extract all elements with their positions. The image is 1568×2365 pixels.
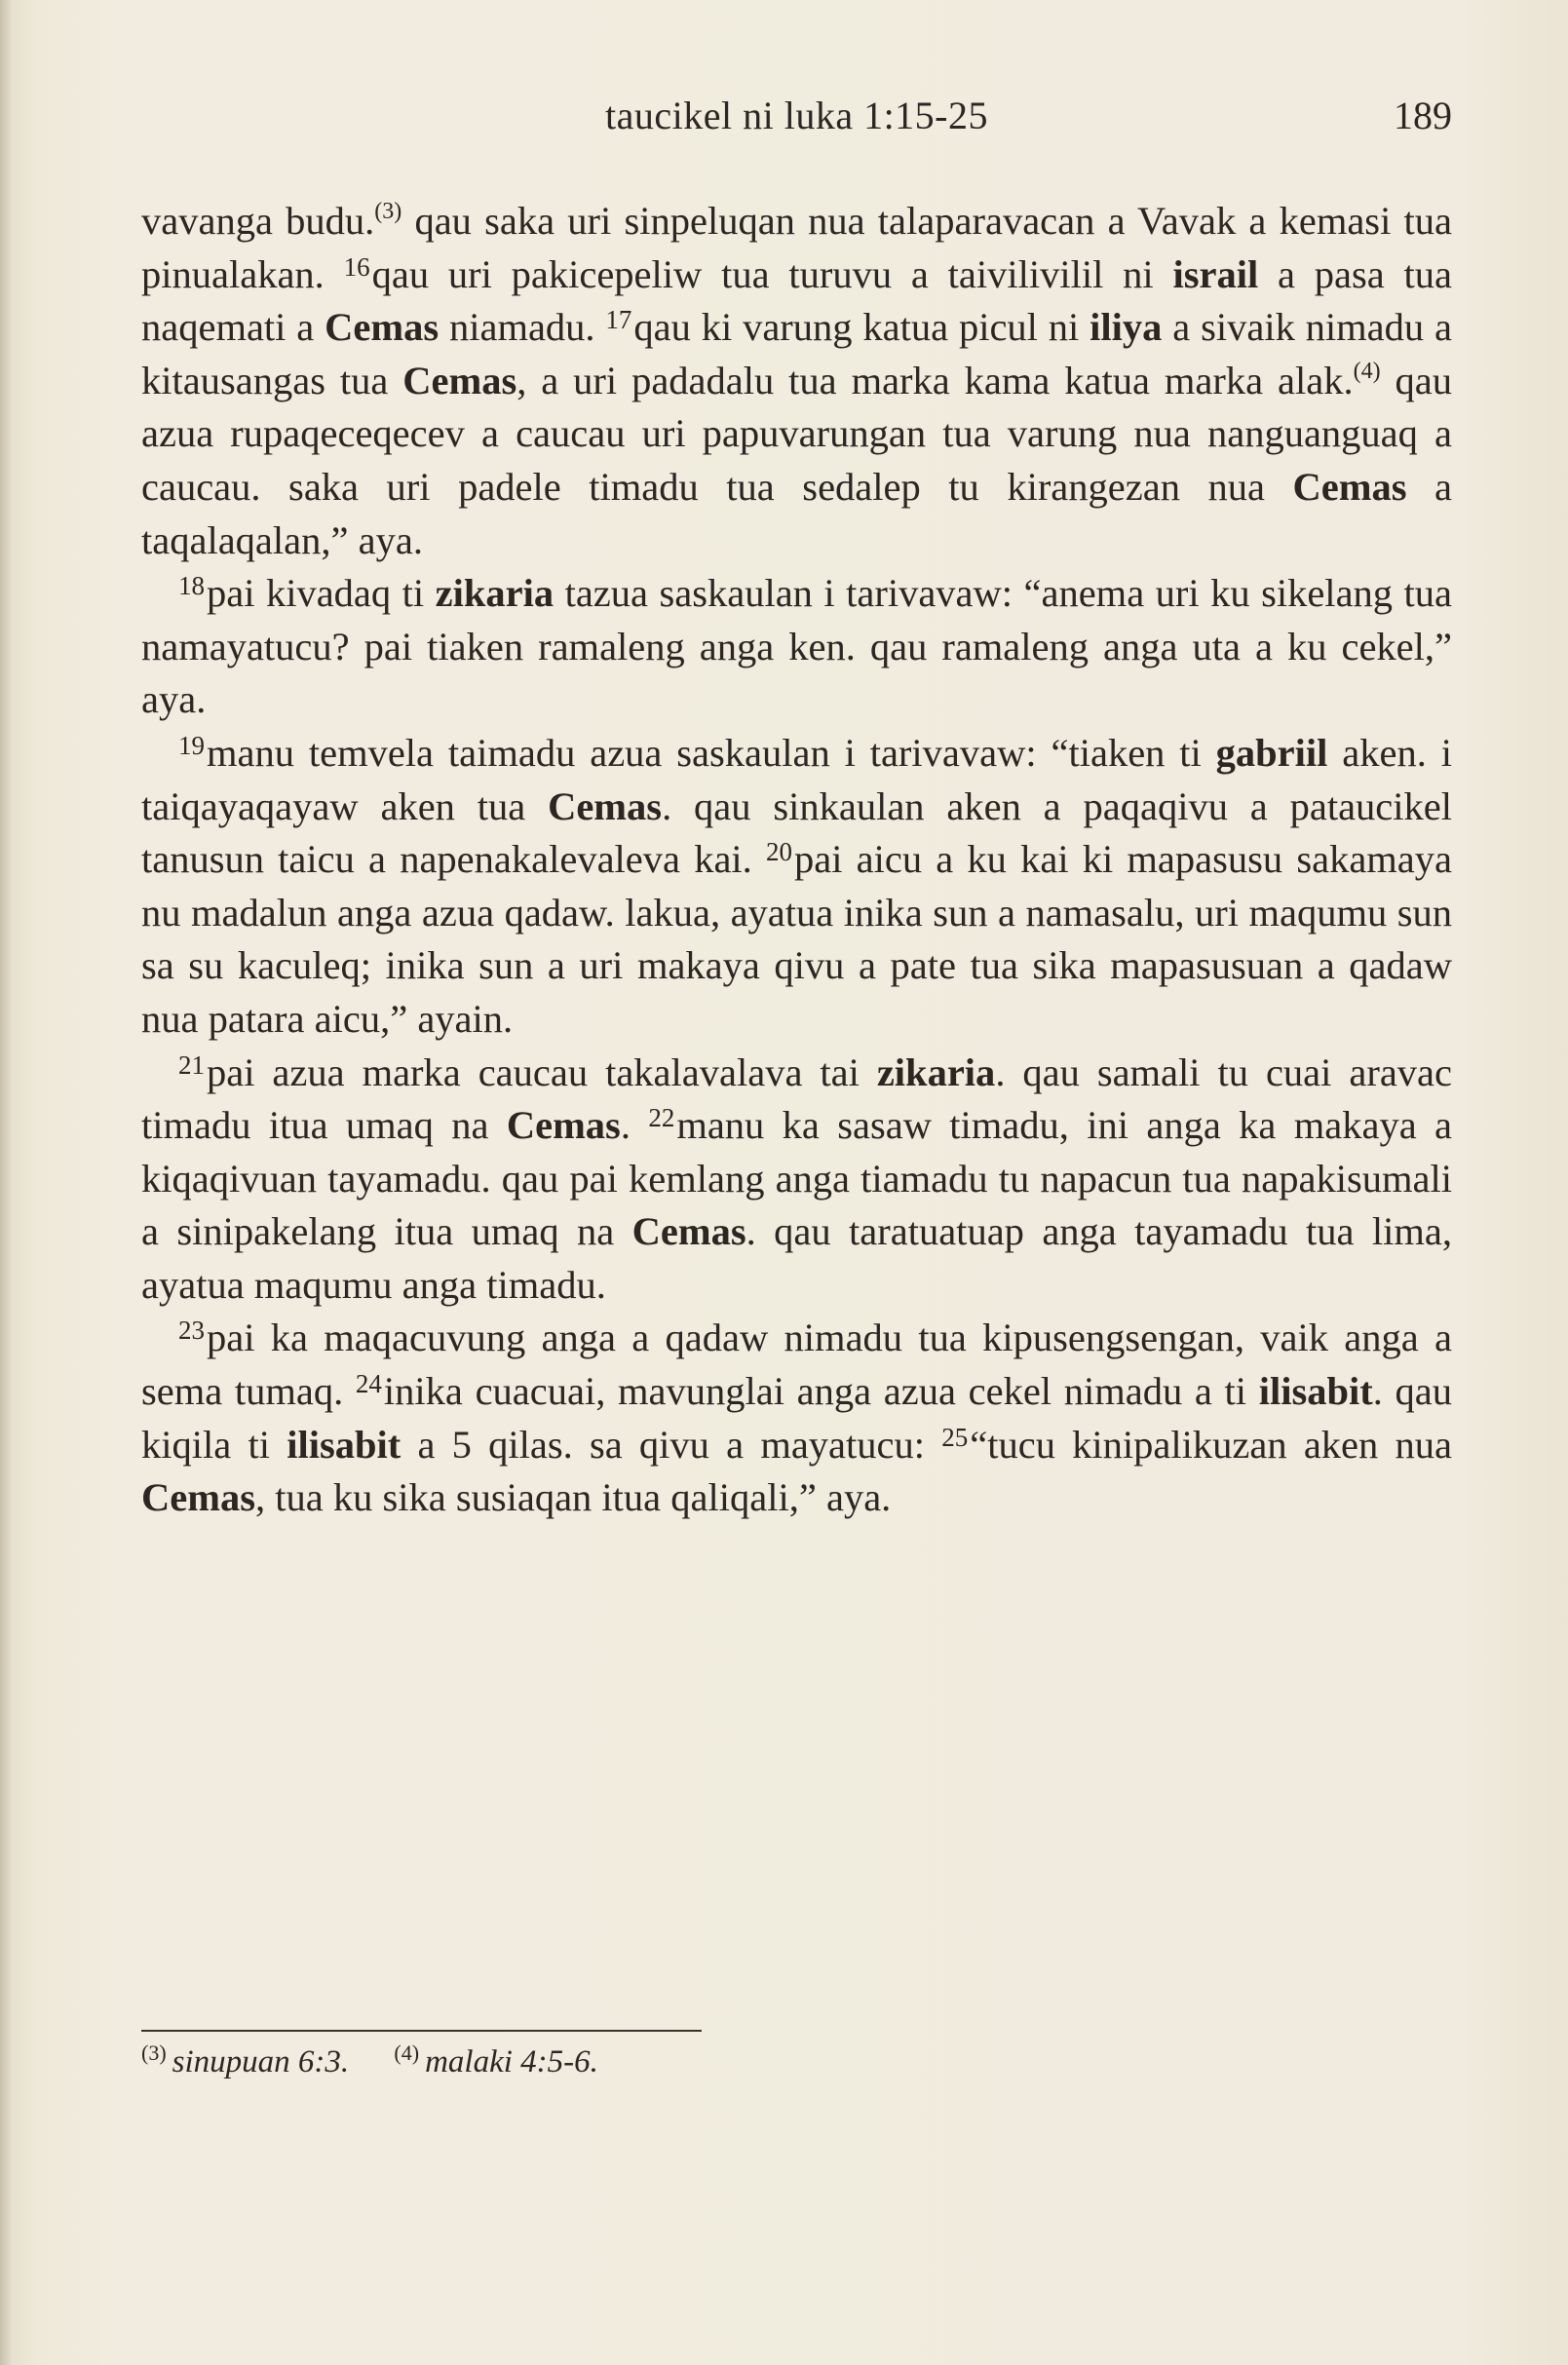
text-run: “tucu kinipalikuzan aken nua <box>970 1422 1452 1467</box>
paragraph <box>141 567 1452 727</box>
text-run: niamadu. <box>439 305 606 350</box>
text-run: qau saka uri sinpeluqan nua talaparavacan a Vavak a kemasi tua pinualakan. <box>141 199 1452 296</box>
proper-name: gabriil <box>1215 730 1328 775</box>
text-run: a pasa tua naqemati a <box>141 251 1452 350</box>
text-run: manu temvela taimadu azua saskaulan i tarivavaw: “tiaken ti <box>207 730 1216 775</box>
verse-number: 18 <box>178 571 205 601</box>
footnote-rule <box>141 2030 702 2032</box>
verse-number: 20 <box>765 837 792 867</box>
text-run: . qau samali tu cuai aravac timadu itua umaq na <box>141 1049 1453 1148</box>
text-run: qau uri pakicepeliw tua turuvu a taivilivilil ni <box>371 251 1173 296</box>
verse-number: 22 <box>648 1103 675 1133</box>
verse-number: 25 <box>941 1422 969 1452</box>
verse-number: 23 <box>178 1316 205 1346</box>
page-spine-edge <box>0 0 12 2365</box>
proper-name: Cemas <box>141 1475 255 1520</box>
text-run: tazua saskaulan i tarivavaw: “anema uri ku sikelang tua namayatucu? pai tiaken ramaleng anga ken. qau ramaleng anga uta a ku cekel,” aya. <box>141 571 1452 722</box>
text-run: aken. i taiqayaqayaw aken tua <box>141 730 1452 828</box>
verse-number: 24 <box>355 1369 382 1399</box>
footnotes <box>141 2041 635 2080</box>
text-run: qau ki varung katua picul ni <box>633 305 1090 350</box>
footnote-marker: (3) <box>374 199 402 224</box>
proper-name: iliya <box>1090 305 1163 350</box>
page-header <box>141 93 1452 151</box>
text-run: a 5 qilas. sa qivu a mayatucu: <box>401 1422 942 1467</box>
text-run: pai aicu a ku kai ki mapasusu sakamaya nu madalun anga azua qadaw. lakua, ayatua inika sun a namasalu, uri maqumu sun sa su kaculeq; inika sun a uri makaya qivu a pate tua sika mapasusuan a qadaw nua patara aicu,” ayain. <box>141 837 1453 1041</box>
text-run: pai ka maqacuvung anga a qadaw nimadu tua kipusengsengan, vaik anga a sema tumaq. <box>141 1316 1452 1414</box>
verse-number: 21 <box>178 1049 205 1080</box>
footnote-marker: (3) <box>141 2041 167 2065</box>
text-run: qau azua rupaqeceqecev a caucau uri papuvarungan tua varung nua nanguanguaq a caucau. saka uri padele timadu tua sedalep tu kirangezan nua <box>141 358 1452 509</box>
text-run: . <box>620 1103 649 1148</box>
text-run: inika cuacuai, mavunglai anga azua cekel nimadu a ti <box>383 1369 1259 1414</box>
proper-name: Cemas <box>1292 464 1407 509</box>
proper-name: Cemas <box>548 783 663 828</box>
footnote-3 <box>141 2041 350 2079</box>
text-run: pai kivadaq ti <box>207 571 436 616</box>
page-number: 189 <box>1394 94 1452 137</box>
text-run: pai azua marka caucau takalavalava tai <box>207 1049 877 1094</box>
footnote-marker: (4) <box>394 2041 420 2065</box>
proper-name: Cemas <box>325 305 440 350</box>
scripture-text <box>141 195 1452 1525</box>
paragraph <box>141 1312 1452 1524</box>
proper-name: ilisabit <box>287 1422 402 1467</box>
text-run: . qau sinkaulan aken a paqaqivu a pataucikel tanusun taicu a napenakalevaleva kai. <box>141 783 1452 882</box>
text-run: manu ka sasaw timadu, ini anga ka makaya a kiqaqivuan tayamadu. qau pai kemlang anga tiamadu tu napacun tua napakisumali a sinipakelang itua umaq na <box>141 1103 1453 1254</box>
footnote-4 <box>394 2041 598 2079</box>
paragraph <box>141 1047 1452 1313</box>
proper-name: Cemas <box>402 358 517 402</box>
proper-name: zikaria <box>435 571 555 616</box>
proper-name: Cemas <box>631 1209 746 1254</box>
paragraph <box>141 195 1452 567</box>
running-title: taucikel ni luka 1:15-25 <box>604 94 988 137</box>
text-run: , a uri padadalu tua marka kama katua marka alak. <box>516 358 1354 402</box>
text-run: a sivaik nimadu a kitausangas tua <box>141 305 1452 402</box>
proper-name: ilisabit <box>1258 1369 1373 1414</box>
proper-name: zikaria <box>876 1049 996 1094</box>
paragraph <box>141 727 1452 1047</box>
verse-number: 19 <box>178 730 205 760</box>
text-run: a taqalaqalan,” aya. <box>141 464 1452 562</box>
text-run: , tua ku sika susiaqan itua qaliqali,” aya. <box>254 1475 892 1520</box>
verse-number: 17 <box>605 305 632 335</box>
footnote-marker: (4) <box>1353 358 1381 384</box>
footnote-reference: sinupuan 6:3. <box>172 2044 350 2079</box>
verse-number: 16 <box>343 251 370 282</box>
footnote-reference: malaki 4:5-6. <box>425 2044 598 2079</box>
text-run: vavanga budu. <box>141 199 375 243</box>
proper-name: Cemas <box>506 1103 621 1148</box>
proper-name: israil <box>1172 251 1259 296</box>
text-run: . qau kiqila ti <box>141 1369 1452 1467</box>
text-run: . qau taratuatuap anga tayamadu tua lima, ayatua maqumu anga timadu. <box>141 1209 1452 1307</box>
